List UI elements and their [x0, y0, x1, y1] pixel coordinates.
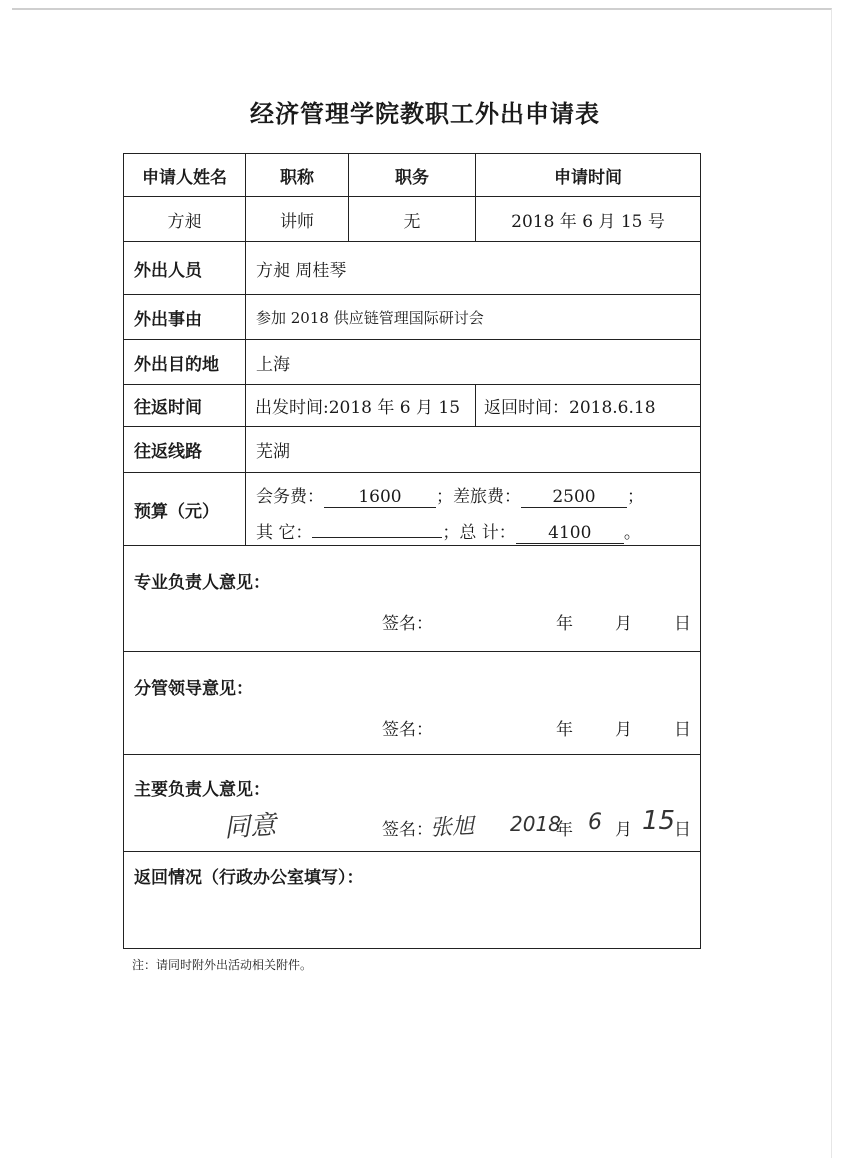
applicant-post: 无	[403, 211, 421, 232]
division-month: 月	[615, 720, 632, 740]
route-label: 往返线路	[134, 442, 202, 462]
division-opinion-label: 分管领导意见：	[134, 679, 253, 699]
header-rank: 职称	[280, 167, 314, 188]
main-opinion-label: 主要负责人意见：	[134, 780, 270, 800]
total-fee-value: 4100	[516, 523, 624, 544]
professional-month: 月	[615, 614, 632, 634]
header-name: 申请人姓名	[142, 167, 227, 188]
meeting-fee-value: 1600	[324, 487, 436, 508]
other-fee-value	[312, 537, 442, 538]
total-fee-label: ；总 计：	[442, 523, 516, 543]
depart-value: 出发时间:2018 年 6 月 15	[255, 398, 461, 418]
professional-year: 年	[556, 614, 573, 634]
reason-label: 外出事由	[134, 309, 202, 330]
applicant-date: 2018 年 6 月 15 号	[511, 211, 665, 232]
professional-opinion-label: 专业负责人意见：	[134, 573, 270, 593]
persons-label: 外出人员	[134, 260, 202, 281]
budget-end: 。	[623, 523, 641, 543]
budget-sep: ；	[627, 487, 644, 507]
division-year: 年	[556, 720, 573, 740]
professional-sign-label: 签名：	[382, 614, 433, 634]
applicant-name: 方昶	[167, 211, 202, 232]
division-day: 日	[674, 720, 691, 740]
meeting-fee-label: 会务费：	[256, 487, 324, 507]
travel-fee-value: 2500	[521, 487, 627, 508]
handwritten-day: 15	[642, 806, 676, 836]
main-sign-label: 签名：	[382, 820, 433, 840]
header-date: 申请时间	[554, 167, 622, 188]
header-post: 职务	[395, 167, 429, 188]
footnote: 注：请同时附外出活动相关附件。	[132, 958, 313, 972]
reason-value: 参加 2018 供应链管理国际研讨会	[256, 308, 484, 327]
main-day: 日	[674, 820, 691, 840]
budget-label: 预算（元）	[134, 501, 219, 522]
division-sign-label: 签名：	[382, 720, 433, 740]
route-value: 芜湖	[256, 442, 290, 462]
destination-value: 上海	[256, 354, 290, 375]
main-year: 年	[556, 820, 573, 840]
professional-day: 日	[674, 614, 691, 634]
budget-line-1	[256, 482, 644, 508]
handwritten-month: 6	[588, 810, 602, 835]
applicant-rank: 讲师	[280, 211, 314, 232]
return-value: 返回时间：2018.6.18	[484, 398, 656, 418]
handwritten-opinion: 同意	[223, 810, 278, 844]
handwritten-year: 2018	[510, 812, 561, 836]
persons-value: 方昶 周桂琴	[256, 260, 347, 281]
other-fee-label: 其 它：	[256, 523, 313, 543]
destination-label: 外出目的地	[134, 354, 219, 375]
main-month: 月	[615, 820, 632, 840]
form-title: 经济管理学院教职工外出申请表	[250, 99, 600, 128]
return-situation-label: 返回情况（行政办公室填写）：	[134, 868, 364, 888]
handwritten-signature: 张旭	[429, 813, 475, 842]
budget-line-2	[256, 518, 641, 544]
travel-fee-label: ；差旅费：	[436, 487, 521, 507]
time-label: 往返时间	[134, 398, 202, 418]
application-form	[123, 153, 701, 949]
